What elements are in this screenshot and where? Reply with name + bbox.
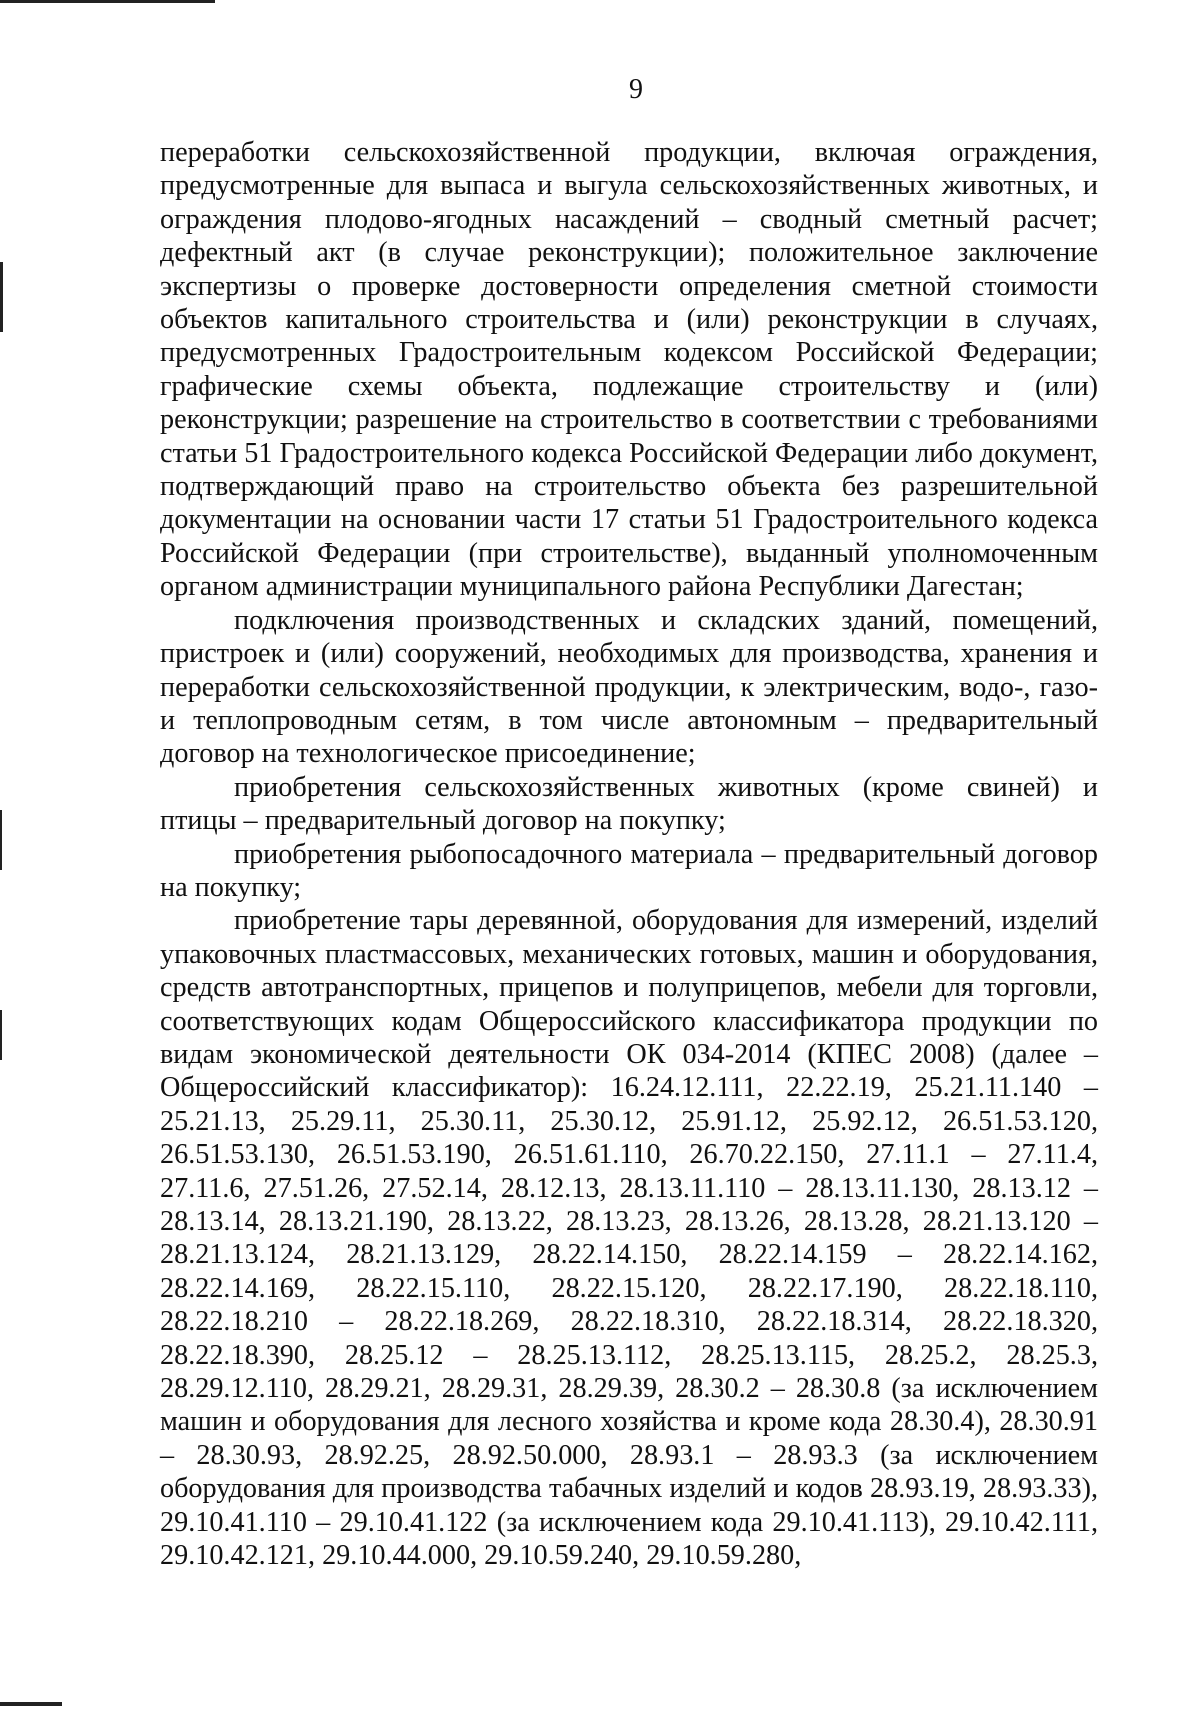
- page-number: 9: [629, 74, 643, 105]
- paragraph: приобретения сельскохозяйственных животных (кроме свиней) и птицы – предварительный договор на покупку;: [160, 771, 1098, 837]
- paragraph: приобретения рыбопосадочного материала – предварительный договор на покупку;: [160, 838, 1098, 903]
- scan-edge-mark: [0, 0, 215, 3]
- scan-edge-mark: [0, 1702, 62, 1706]
- paragraph: переработки сельскохозяйственной продукции, включая ограждения, предусмотренные для выпаса и выгула сельскохозяйственных животных, и ограждения плодово-ягодных насаждений – сводный сметный расчет; дефектный акт (в случае реконструкции); положительное заключение экспертизы о проверке достоверности определения сметной стоимости объектов капитального строительства и (или) реконструкции в случаях, предусмотренных Градостроительным кодексом Российской Федерации; графические схемы объекта, подлежащие строительству и (или) реконструкции; разрешение на строительство в соответствии с требованиями статьи 51 Градостроительного кодекса Российской Федерации либо документ, подтверждающий право на строительство объекта без разрешительной документации на основании части 17 статьи 51 Градостроительного кодекса Российской Федерации (при строительстве), выданный уполномоченным органом администрации муниципального района Республики Дагестан;: [160, 137, 1098, 603]
- paragraph: приобретение тары деревянной, оборудования для измерений, изделий упаковочных пластмассовых, механических готовых, машин и оборудования, средств автотранспортных, прицепов и полуприцепов, мебели для торговли, соответствующих кодам Общероссийского классификатора продукции по видам экономической деятельности ОК 034-2014 (КПЕС 2008) (далее – Общероссийский классификатор): 16.24.12.111, 22.22.19, 25.21.11.140 – 25.21.13, 25.29.11, 25.30.11, 25.30.12, 25.91.12, 25.92.12, 26.51.53.120, 26.51.53.130, 26.51.53.190, 26.51.61.110, 26.70.22.150, 27.11.1 – 27.11.4, 27.11.6, 27.51.26, 27.52.14, 28.12.13, 28.13.11.110 – 28.13.11.130, 28.13.12 – 28.13.14, 28.13.21.190, 28.13.22, 28.13.23, 28.13.26, 28.13.28, 28.21.13.120 – 28.21.13.124, 28.21.13.129, 28.22.14.150, 28.22.14.159 – 28.22.14.162, 28.22.14.169, 28.22.15.110, 28.22.15.120, 28.22.17.190, 28.22.18.110, 28.22.18.210 – 28.22.18.269, 28.22.18.310, 28.22.18.314, 28.22.18.320, 28.22.18.390, 28.25.12 – 28.25.13.112, 28.25.13.115, 28.25.2, 28.25.3, 28.29.12.110, 28.29.21, 28.29.31, 28.29.39, 28.30.2 – 28.30.8 (за исключением машин и оборудования для лесного хозяйства и кроме кода 28.30.4), 28.30.91 – 28.30.93, 28.92.25, 28.92.50.000, 28.93.1 – 28.93.3 (за исключением оборудования для производства табачных изделий и кодов 28.93.19, 28.93.33), 29.10.41.110 – 29.10.41.122 (за исключением кода 29.10.41.113), 29.10.42.111, 29.10.42.121, 29.10.44.000, 29.10.59.240, 29.10.59.280,: [160, 905, 1098, 1572]
- paragraph: подключения производственных и складских зданий, помещений, пристроек и (или) сооружений, необходимых для производства, хранения и переработки сельскохозяйственной продукции, к электрическим, водо-, газо- и теплопроводным сетям, в том числе автономным – предварительный договор на технологическое присоединение;: [160, 604, 1098, 770]
- scan-edge-mark: [0, 1010, 2, 1060]
- scan-edge-mark: [0, 262, 3, 332]
- document-body: [160, 136, 1098, 1572]
- scan-edge-mark: [0, 810, 2, 870]
